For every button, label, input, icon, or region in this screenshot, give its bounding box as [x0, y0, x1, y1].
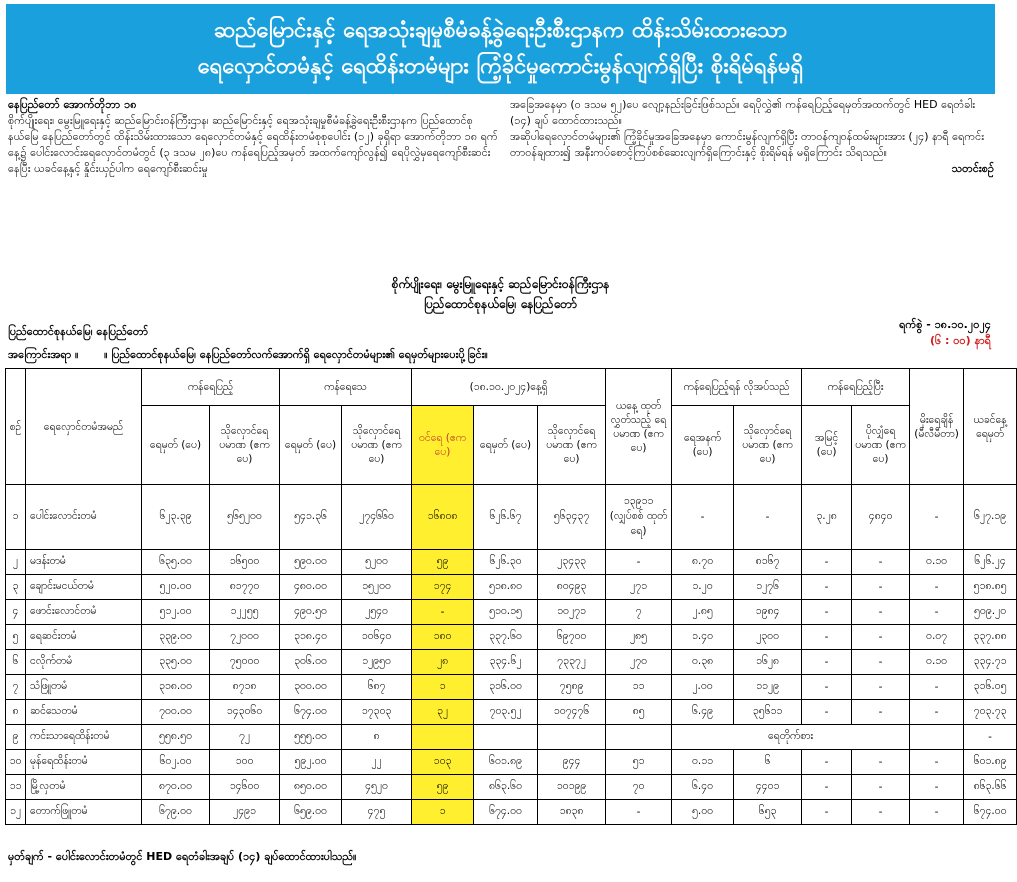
cell-full-level: ၃၃၉.၀၀	[142, 625, 210, 650]
cell-inflow: ၅၉	[412, 775, 474, 800]
cell-needed-volume: ၁၁၂၉	[734, 675, 802, 700]
cell-prev: ၆၀၁.၈၉	[964, 750, 1017, 775]
cell-inflow: ၁၇၄	[412, 575, 474, 600]
cell-needed-volume: ၆၅၃	[734, 800, 802, 825]
cell-rain	[910, 725, 964, 750]
cell-full-level: ၇၀၀.၀၀	[142, 700, 210, 725]
table-row	[6, 550, 1017, 575]
cell-inflow: ၅၉	[412, 550, 474, 575]
header-released: ယနေ့ ထုတ်လွှတ်သည့် ရေပမာဏ (ဧကပေ)	[606, 369, 672, 485]
cell-full-level: ၅၅၈.၅၀	[142, 725, 210, 750]
cell-over-height: -	[802, 675, 852, 700]
cell-inflow: -	[412, 600, 474, 625]
cell-today-volume: ၅၆၃၄၃၇	[538, 485, 606, 550]
cell-today-volume: ၁၀၇၄၇၆	[538, 700, 606, 725]
cell-rain: -	[910, 775, 964, 800]
ministry-location: ပြည်ထောင်စုနယ်မြေ၊ နေပြည်တော်	[424, 297, 577, 311]
cell-released: ၅၁	[606, 750, 672, 775]
cell-full-level: ၅၂၀.၀၀	[142, 575, 210, 600]
cell-inflow: ၁	[412, 675, 474, 700]
cell-no: ၄	[6, 600, 26, 625]
cell-prev: ၈၆၃.၆၆	[964, 775, 1017, 800]
cell-name: ပေါင်းလောင်းတမံ	[26, 485, 142, 550]
cell-full-level: ၆၀၂.၀၀	[142, 750, 210, 775]
report-date: ရက်စွဲ - ၁၈.၁၀.၂၀၂၄	[899, 318, 991, 331]
cell-name: ချောင်းမငယ်တမံ	[26, 575, 142, 600]
ministry-name: စိုက်ပျိုးရေး၊ မွေးမြူရေးနှင့် ဆည်မြောင်းဝန်ကြီးဌာန	[391, 277, 610, 291]
cell-prev: ၃၃၇.၈၈	[964, 625, 1017, 650]
subheader-today-volume: သိုလှောင်ရေ ပမာဏ (ဧကပေ)	[538, 406, 606, 485]
header-rain: မိုးရေချိန် (မီလီမီတာ)	[910, 369, 964, 485]
subheader-inflow: ဝင်ရေ (ဧကပေ)	[412, 406, 474, 485]
cell-over-height: -	[802, 650, 852, 675]
cell-dead-volume: ၁၇၃၀၃	[342, 700, 412, 725]
intro-paragraph-3: အဆိုပါရေလှောင်တမံများ၏ ကြံ့ခိုင်မှုအခြေအနေမှာ ကောင်းမွန်လျက်ရှိပြီး တာဝန်ကျဝန်ထမ်းများအား (၂၄) နာရီ ရေကင်းတာဝန်ချထား၍ အနီးကပ်စောင့်ကြပ်စစ်ဆေးလျက်ရှိကြောင်းနှင့် စိုးရိမ်ရန် မရှိကြောင်း သိရသည်။	[510, 130, 985, 159]
cell-over-height: -	[802, 775, 852, 800]
subheader-over-height: အမြင့် (ပေ)	[802, 406, 852, 485]
cell-over-volume: -	[852, 675, 910, 700]
headline-banner	[6, 4, 995, 94]
cell-inflow: ၃၂	[412, 700, 474, 725]
cell-today-volume	[538, 725, 606, 750]
cell-dead-level: ၆၇၄.၀၀	[280, 700, 342, 725]
subject-label: အကြောင်းအရာ ။	[8, 348, 79, 361]
cell-inflow: ၁၀၃	[412, 750, 474, 775]
cell-over-volume: -	[852, 600, 910, 625]
cell-needed-depth: ၁.၄၀	[672, 625, 734, 650]
cell-released	[606, 725, 672, 750]
cell-released	[606, 485, 672, 550]
header-prev: ယခင်နေ့ ရေမှတ်	[964, 369, 1017, 485]
cell-prev: ၅၁၈.၈၅	[964, 575, 1017, 600]
cell-over-height: -	[802, 625, 852, 650]
cell-needed-depth: ၅.၀၀	[672, 800, 734, 825]
cell-no: ၂	[6, 550, 26, 575]
cell-over-height: -	[802, 600, 852, 625]
cell-name: ဖောင်းလောင်တမံ	[26, 600, 142, 625]
intro-left-column	[8, 97, 498, 177]
cell-needed-volume: ၄၄၀၁	[734, 775, 802, 800]
cell-name: သံဖြူတမံ	[26, 675, 142, 700]
cell-dead-level: ၅၉၀.၀၀	[280, 550, 342, 575]
cell-released: ၂၇၁	[606, 575, 672, 600]
cell-today-level: ၃၃၄.၆၂	[474, 650, 538, 675]
cell-today-volume: ၁၀၂၇၁	[538, 600, 606, 625]
cell-prev: ၆၂၆.၂၄	[964, 550, 1017, 575]
header-name: ရေလှောင်တမံအမည်	[26, 369, 142, 485]
cell-today-level	[474, 725, 538, 750]
table-row	[6, 575, 1017, 600]
cell-full-volume: ၁၆၅၀၀	[210, 550, 280, 575]
cell-over-height: -	[802, 700, 852, 725]
cell-rain: -	[910, 800, 964, 825]
cell-full-level: ၃၁၈.၀၀	[142, 675, 210, 700]
cell-released: ၇၀	[606, 775, 672, 800]
header-full: ကန်ရေပြည့်	[142, 369, 280, 406]
cell-full-level: ၆၇၉.၀၀	[142, 800, 210, 825]
subheader-full-level: ရေမှတ် (ပေ)	[142, 406, 210, 485]
cell-dead-volume: ၄၇၅	[342, 800, 412, 825]
cell-name: မြို့လှတမံ	[26, 775, 142, 800]
cell-rain: ၀.၀၇	[910, 625, 964, 650]
cell-today-level: ၃၁၆.၀၀	[474, 675, 538, 700]
cell-needed-volume: ၃၅၆၁၁	[734, 700, 802, 725]
cell-needed-volume: ၆	[734, 750, 802, 775]
cell-no: ၃	[6, 575, 26, 600]
cell-today-volume: ၈၀၄၉၃	[538, 575, 606, 600]
table-row	[6, 485, 1017, 550]
cell-today-level: ၇၀၃.၅၂	[474, 700, 538, 725]
cell-needed-volume: ၈၁၆၇	[734, 550, 802, 575]
cell-full-level: ၅၁၂.၀၀	[142, 600, 210, 625]
cell-full-volume: ၁၂၂၅၅	[210, 600, 280, 625]
cell-today-level: ၅၁၀.၁၅	[474, 600, 538, 625]
cell-full-level: ၃၃၅.၀၀	[142, 650, 210, 675]
cell-needed-depth: ၁.၂၀	[672, 575, 734, 600]
cell-name: ကင်းသာရေထိန်းတမံ	[26, 725, 142, 750]
cell-name: ဆင်သေတမံ	[26, 700, 142, 725]
cell-dead-volume: ၁၅၂၀၀	[342, 575, 412, 600]
cell-full-volume: ၁၄၃၀၆၀	[210, 700, 280, 725]
cell-dead-volume: ၂၇၄၆၆၀	[342, 485, 412, 550]
cell-inflow: ၁၈၀	[412, 625, 474, 650]
subheader-full-volume: သိုလှောင်ရေ ပမာဏ (ဧကပေ)	[210, 406, 280, 485]
cell-dead-volume: ၅၂၀၀	[342, 550, 412, 575]
table-body	[6, 485, 1017, 825]
cell-today-level: ၈၆၃.၆၀	[474, 775, 538, 800]
subheader-dead-level: ရေမှတ် (ပေ)	[280, 406, 342, 485]
cell-full-volume: ၇၅၀၀၀	[210, 650, 280, 675]
cell-today-level: ၆၂၆.၃၀	[474, 550, 538, 575]
cell-today-level: ၆၂၆.၆၇	[474, 485, 538, 550]
header-no: စဉ်	[6, 369, 26, 485]
cell-dead-level: ၄၉၀.၅၀	[280, 600, 342, 625]
cell-over-volume: -	[852, 650, 910, 675]
cell-needed-depth: ၈.၇၀	[672, 550, 734, 575]
cell-dead-level: ၅၅၅.၀၀	[280, 725, 342, 750]
cell-no: ၁	[6, 485, 26, 550]
cell-prev: ၅၀၉.၂၀	[964, 600, 1017, 625]
cell-today-volume: ၇၅၈၉	[538, 675, 606, 700]
cell-dead-level: ၅၄၁.၃၆	[280, 485, 342, 550]
cell-full-volume: ၁၄၆၀၀	[210, 775, 280, 800]
cell-needed-depth: ၀.၁၁	[672, 750, 734, 775]
cell-over-volume: -	[852, 700, 910, 725]
cell-over-volume: ၄၈၄၀	[852, 485, 910, 550]
cell-over-height: -	[802, 575, 852, 600]
cell-needed-volume: ၁၂၇၆	[734, 575, 802, 600]
cell-dead-level: ၃၀၆.၀၀	[280, 650, 342, 675]
cell-rain: ၀.၁၀	[910, 550, 964, 575]
cell-needed-depth: -	[672, 485, 734, 550]
cell-name: မဒန်းတမံ	[26, 550, 142, 575]
cell-full-level: ၈၇၀.၀၀	[142, 775, 210, 800]
cell-prev: ၃၁၆.၀၅	[964, 675, 1017, 700]
cell-today-level: ၆၇၄.၀၀	[474, 800, 538, 825]
header-today: (၁၈.၁၀.၂၀၂၄)နေ့ရှိ	[412, 369, 606, 406]
footnote: မှတ်ချက် - ပေါင်းလောင်းတမံတွင် HED ရေတံခါးအချပ် (၁၄) ချပ်ထောင်ထားပါသည်။	[8, 850, 357, 863]
cell-today-volume: ၇၃၃၇၂	[538, 650, 606, 675]
cell-today-volume: ၉၄၄	[538, 750, 606, 775]
released-note: (လျှပ်စစ် ထုတ်ရေ)	[609, 509, 668, 537]
subheader-needed-volume: သိုလှောင်ရေ ပမာဏ (ဧကပေ)	[734, 406, 802, 485]
cell-over-volume: -	[852, 750, 910, 775]
cell-over-height: -	[802, 750, 852, 775]
cell-dead-level: ၆၅၉.၀၀	[280, 800, 342, 825]
cell-dead-volume: ၂၅၄၀	[342, 600, 412, 625]
subheader-needed-depth: ရေအနက် (ပေ)	[672, 406, 734, 485]
intro-right-column	[510, 97, 994, 177]
cell-needed-volume: ၁၉၈၄	[734, 600, 802, 625]
table-row	[6, 600, 1017, 625]
table-row	[6, 650, 1017, 675]
cell-over-volume: -	[852, 625, 910, 650]
cell-full-level: ၆၂၃.၃၉	[142, 485, 210, 550]
cell-today-level: ၆၀၁.၈၉	[474, 750, 538, 775]
table-row	[6, 675, 1017, 700]
cell-no: ၉	[6, 725, 26, 750]
intro-paragraph-2: အခြေအနေမှာ (၀ ဒသမ ၅၂)ပေ လျော့နည်းခြင်းဖြစ်သည်။ ရေပိုလွှဲ၏ ကန်ရေပြည့်ရေမှတ်အထက်တွင် HED ရေတံခါး (၁၄) ချပ် ထောင်ထားသည်။	[510, 98, 975, 127]
cell-no: ၈	[6, 700, 26, 725]
subheader-dead-volume: သိုလှောင်ရေ ပမာဏ (ဧကပေ)	[342, 406, 412, 485]
headline-line-2: ရေလှောင်တမံနှင့် ရေထိန်းတမံများ ကြံ့ခိုင်မှုကောင်းမွန်လျက်ရှိပြီး စိုးရိမ်ရန်မရှိ	[197, 54, 804, 79]
cell-full-volume: ၇၂၀၀၀	[210, 625, 280, 650]
cell-no: ၁၁	[6, 775, 26, 800]
cell-prev: -	[964, 725, 1017, 750]
cell-name: ရေဆင်းတမံ	[26, 625, 142, 650]
cell-full-volume: ၅၆၅၂၀၀	[210, 485, 280, 550]
cell-rain: -	[910, 485, 964, 550]
cell-dead-volume: ၁၀၆၄၀	[342, 625, 412, 650]
signoff: သတင်းစဉ်	[951, 162, 994, 175]
cell-inflow: ၁	[412, 800, 474, 825]
cell-over-height: -	[802, 550, 852, 575]
table-row	[6, 750, 1017, 775]
cell-full-volume: ၈၁၇၇၀	[210, 575, 280, 600]
headline-line-1: ဆည်မြောင်းနှင့် ရေအသုံးချမှုစီမံခန့်ခွဲရေးဦးစီးဌာနက ထိန်းသိမ်းထားသော	[213, 18, 788, 43]
cell-over-volume: -	[852, 550, 910, 575]
cell-today-volume: ၂၃၄၃၃	[538, 550, 606, 575]
cell-released: ၂၇၀	[606, 650, 672, 675]
cell-dead-level: ၄၈၀.၀၀	[280, 575, 342, 600]
cell-rain: ၀.၁၀	[910, 650, 964, 675]
cell-full-level: ၆၃၅.၀၀	[142, 550, 210, 575]
cell-rain: -	[910, 600, 964, 625]
cell-dead-volume: ၁၂၉၅၀	[342, 650, 412, 675]
cell-dead-level: ၅၉၂.၀၀	[280, 750, 342, 775]
cell-inflow	[412, 725, 474, 750]
cell-name: မုန်ရေထိန်းတမံ	[26, 750, 142, 775]
cell-released: -	[606, 550, 672, 575]
cell-full-volume: ၂၄၉၁	[210, 800, 280, 825]
cell-today-level: ၃၃၇.၆၀	[474, 625, 538, 650]
released-value: ၁၃၉၁၁	[623, 494, 654, 507]
reservoir-table	[5, 368, 1017, 825]
report-subject	[8, 348, 488, 364]
cell-no: ၇	[6, 675, 26, 700]
cell-dead-volume: ၄၅၂၀	[342, 775, 412, 800]
cell-inflow: ၁၆၈၀၈	[412, 485, 474, 550]
cell-name: တောက်ဖြူတမံ	[26, 800, 142, 825]
cell-no: ၅	[6, 625, 26, 650]
subheader-over-volume: ပိုလျှံရေ ပမာဏ (ဧကပေ)	[852, 406, 910, 485]
cell-today-volume: ၆၉၇၀၀	[538, 625, 606, 650]
table-row	[6, 700, 1017, 725]
subject-text: ။ ပြည်ထောင်စုနယ်မြေ၊ နေပြည်တော်လက်အောက်ရှိ ရေလှောင်တမံများ၏ ရေမှတ်များပေးပို့ခြင်း။	[104, 348, 488, 361]
cell-no: ၁၂	[6, 800, 26, 825]
table-row	[6, 725, 1017, 750]
cell-prev: ၆၂၇.၁၉	[964, 485, 1017, 550]
cell-dead-volume: ၈	[342, 725, 412, 750]
cell-over-volume: -	[852, 775, 910, 800]
cell-needed-depth: ၂.၀၀	[672, 675, 734, 700]
cell-needed-volume: ၁၆၂၈	[734, 650, 802, 675]
intro-paragraph-1: စိုက်ပျိုးရေး၊ မွေးမြူရေးနှင့် ဆည်မြောင်းဝန်ကြီးဌာန၊ ဆည်မြောင်းနှင့် ရေအသုံးချမှုစီမံခန့်ခွဲရေးဦးစီးဌာနက ပြည်ထောင်စုနယ်မြေ နေပြည်တော်တွင် ထိန်းသိမ်းထားသော ရေလှောင်တမံနှင့် ရေထိန်းတမံစုစုပေါင်း (၁၂) ခုရှိရာ အောက်တိုဘာ ၁၈ ရက်နေ့၌ ပေါင်းလောင်းရေလှောင်တမံတွင် (၃ ဒသမ ၂၈)ပေ ကန်ရေပြည့်အမှတ် အထက်ကျော်လွန်၍ ရေပိုလွှဲမှရေကျော်စီးဆင်းနေပြီး ယခင်နေ့နှင့် နှိုင်းယှဉ်ပါက ရေကျော်စီးဆင်းမှု	[8, 114, 498, 175]
cell-prev: ၃၃၄.၇၁	[964, 650, 1017, 675]
cell-dead-level: ၃၀၀.၀၀	[280, 675, 342, 700]
cell-prev: ၆၇၄.၀၀	[964, 800, 1017, 825]
cell-today-volume: ၁၀၁၉၉	[538, 775, 606, 800]
cell-full-volume: ၇၂	[210, 725, 280, 750]
cell-needed-depth: ၂.၈၅	[672, 600, 734, 625]
header-over: ကန်ရေပြည့်ပြီး	[802, 369, 910, 406]
cell-inflow: ၂၈	[412, 650, 474, 675]
cell-needed-depth: ၆.၄၀	[672, 775, 734, 800]
cell-full-volume: ၁၀၀	[210, 750, 280, 775]
cell-over-volume: -	[852, 575, 910, 600]
cell-rain: -	[910, 675, 964, 700]
cell-today-level: ၅၁၈.၈၀	[474, 575, 538, 600]
cell-dead-volume: ၂၂	[342, 750, 412, 775]
dateline: နေပြည်တော် အောက်တိုဘာ ၁၈	[8, 98, 137, 111]
cell-rain: -	[910, 700, 964, 725]
cell-prev: ၇၀၃.၇၃	[964, 700, 1017, 725]
cell-over-height: -	[802, 800, 852, 825]
cell-needed-depth: ၆.၄၉	[672, 700, 734, 725]
cell-full-volume: ၈၇၁၈	[210, 675, 280, 700]
cell-released: ၁၁	[606, 675, 672, 700]
cell-released: ၇	[606, 600, 672, 625]
cell-dead-level: ၃၁၈.၄၀	[280, 625, 342, 650]
cell-over-height: ၃.၂၈	[802, 485, 852, 550]
cell-no: ၆	[6, 650, 26, 675]
cell-released: ၈၅	[606, 700, 672, 725]
cell-dead-volume: ၆၈၇	[342, 675, 412, 700]
header-needed: ကန်ရေပြည့်ရန် လိုအပ်သည်	[672, 369, 802, 406]
report-place: ပြည်ထောင်စုနယ်မြေ၊ နေပြည်တော်	[8, 325, 149, 338]
cell-no: ၁၀	[6, 750, 26, 775]
report-time: (၆ : ၀၀) နာရီ	[929, 334, 991, 347]
cell-name: ငလိုက်တမံ	[26, 650, 142, 675]
table-row	[6, 625, 1017, 650]
table-row	[6, 800, 1017, 825]
cell-dead-level: ၈၅၀.၀၀	[280, 775, 342, 800]
cell-merged-note: ရေတိုက်စား	[672, 725, 910, 750]
cell-needed-volume: -	[734, 485, 802, 550]
cell-needed-depth: ၀.၃၈	[672, 650, 734, 675]
cell-rain: -	[910, 750, 964, 775]
table-row	[6, 775, 1017, 800]
cell-rain: -	[910, 575, 964, 600]
cell-released: -	[606, 800, 672, 825]
subheader-today-level: ရေမှတ် (ပေ)	[474, 406, 538, 485]
header-dead: ကန်ရေသေ	[280, 369, 412, 406]
cell-today-volume: ၁၈၃၈	[538, 800, 606, 825]
cell-released: ၂၈၅	[606, 625, 672, 650]
cell-needed-volume: ၂၃၀၀	[734, 625, 802, 650]
cell-over-volume: -	[852, 800, 910, 825]
